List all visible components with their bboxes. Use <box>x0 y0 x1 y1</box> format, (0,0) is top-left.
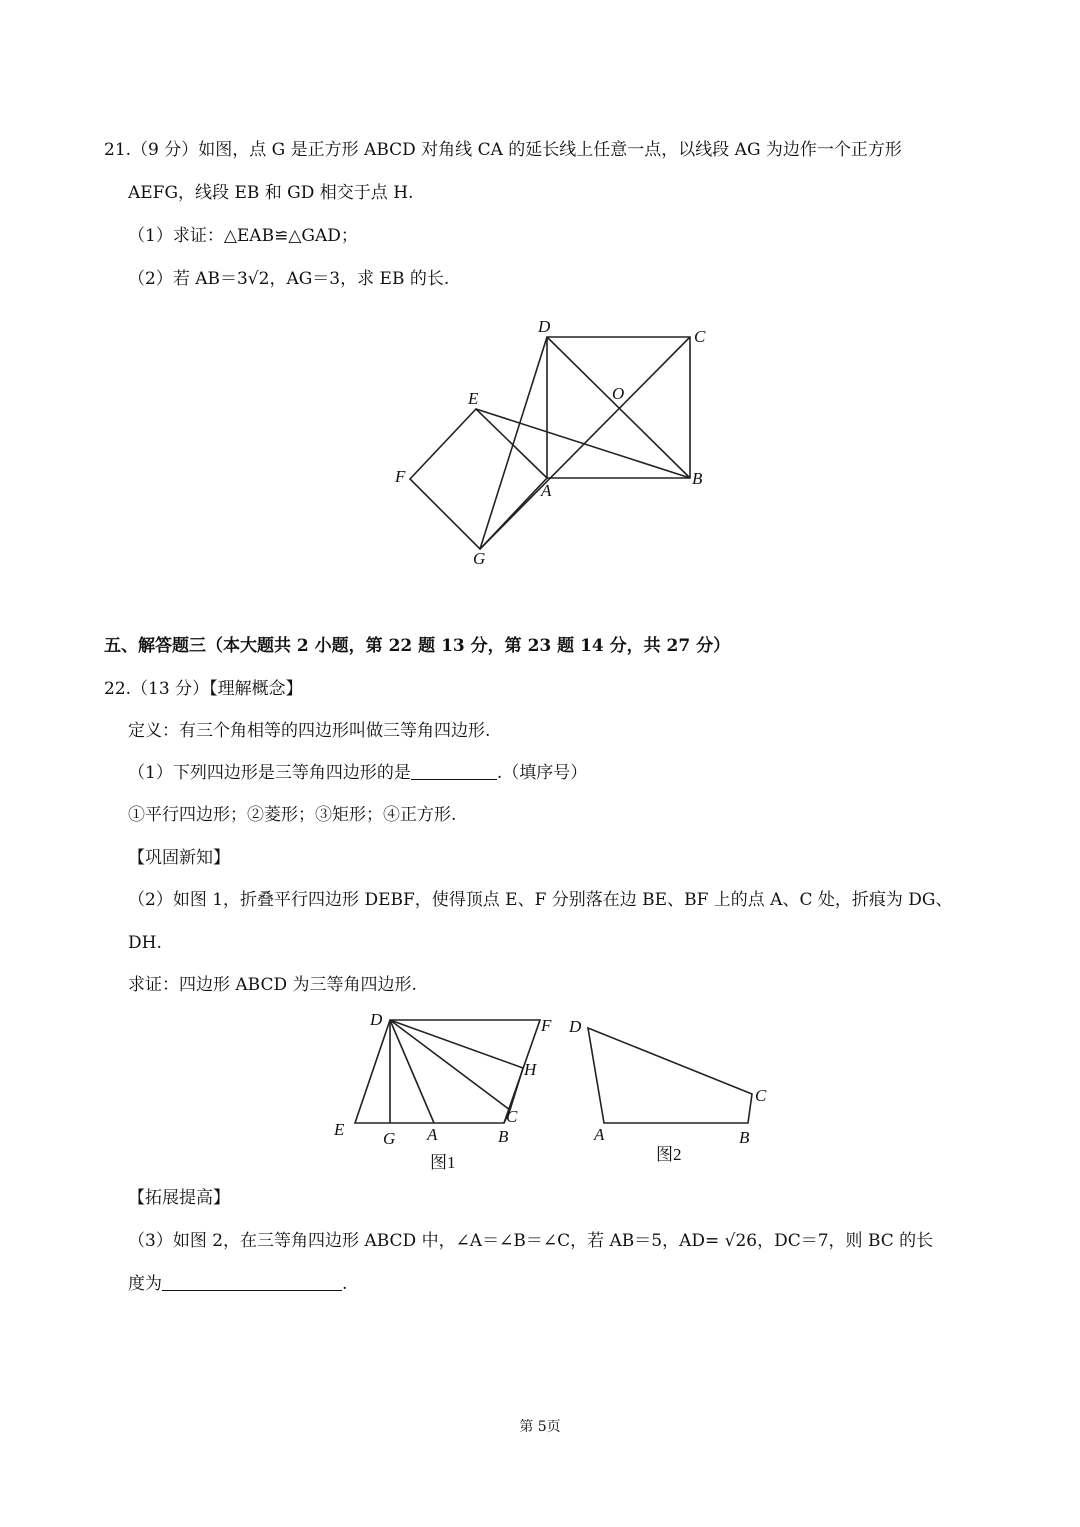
label-e: E <box>468 389 479 408</box>
section5-heading: 五、解答题三（本大题共 2 小题，第 22 题 13 分，第 23 题 14 分，共 27 分） <box>104 636 731 656</box>
q22-part3-line2 <box>128 1272 347 1296</box>
q22-consolidate: 【巩固新知】 <box>128 848 230 868</box>
label-c: C <box>694 327 706 346</box>
label-d: D <box>538 317 551 336</box>
fig1-label-c: C <box>506 1107 518 1126</box>
q22-title: 22.（13 分）【理解概念】 <box>104 679 303 699</box>
q22-prove: 求证：四边形 ABCD 为三等角四边形. <box>128 975 417 995</box>
fig2-label-d: D <box>569 1017 582 1036</box>
q22-part1-suffix: .（填序号） <box>496 763 588 783</box>
fig1-label-h: H <box>524 1060 537 1079</box>
fig1-dh <box>390 1020 523 1068</box>
q22-extend: 【拓展提高】 <box>128 1188 230 1208</box>
label-g: G <box>473 549 486 568</box>
page-number: 第 5页 <box>519 1419 561 1435</box>
q21-part2: （2）若 AB＝3√2，AG＝3，求 EB 的长. <box>128 269 450 289</box>
q22-part3-text: 度为 <box>128 1274 162 1294</box>
q22-part3-suffix: . <box>342 1274 348 1294</box>
fig2-label-a: A <box>594 1125 605 1144</box>
label-b: B <box>692 469 703 488</box>
fig1-da <box>390 1020 434 1123</box>
q21-line2: AEFG，线段 EB 和 GD 相交于点 H. <box>128 183 414 203</box>
fig2-lines <box>588 1028 752 1123</box>
q21-part1: （1）求证：△EAB≌△GAD； <box>128 226 358 246</box>
q22-part1-text: （1）下列四边形是三等角四边形的是 <box>128 763 411 783</box>
fig1-label-e: E <box>334 1120 345 1139</box>
fig2-quadrilateral <box>588 1028 752 1123</box>
q22-part2-line2: DH. <box>128 933 162 953</box>
q22-part3-line1: （3）如图 2，在三等角四边形 ABCD 中，∠A＝∠B＝∠C，若 AB＝5，AD= √26，DC＝7，则 BC 的长 <box>128 1231 934 1251</box>
label-o: O <box>612 384 625 403</box>
fig1-dc <box>390 1020 510 1110</box>
q22-definition: 定义：有三个角相等的四边形叫做三等角四边形. <box>128 721 491 741</box>
fig1-label-a: A <box>427 1125 438 1144</box>
fig2-label-c: C <box>755 1086 767 1105</box>
q22-part2-line1: （2）如图 1，折叠平行四边形 DEBF，使得顶点 E、F 分别落在边 BE、BF 上的点 A、C 处，折痕为 DG、 <box>128 890 953 910</box>
label-a: A <box>541 481 552 500</box>
q22-options: ①平行四边形；②菱形；③矩形；④正方形. <box>128 805 457 825</box>
label-f: F <box>395 467 406 486</box>
q21-line1: 21.（9 分）如图，点 G 是正方形 ABCD 对角线 CA 的延长线上任意一点，以线段 AG 为边作一个正方形 <box>104 140 902 160</box>
fig1-caption: 图1 <box>430 1153 456 1172</box>
fig1-label-b: B <box>498 1127 509 1146</box>
fig2-label-b: B <box>739 1128 750 1147</box>
q22-part3-blank[interactable] <box>162 1272 342 1291</box>
fig1-label-g: G <box>383 1129 396 1148</box>
fig1-label-f: F <box>541 1016 552 1035</box>
fig2-caption: 图2 <box>656 1145 682 1164</box>
fig1-hc <box>510 1068 523 1110</box>
fig1-label-d: D <box>370 1010 383 1029</box>
